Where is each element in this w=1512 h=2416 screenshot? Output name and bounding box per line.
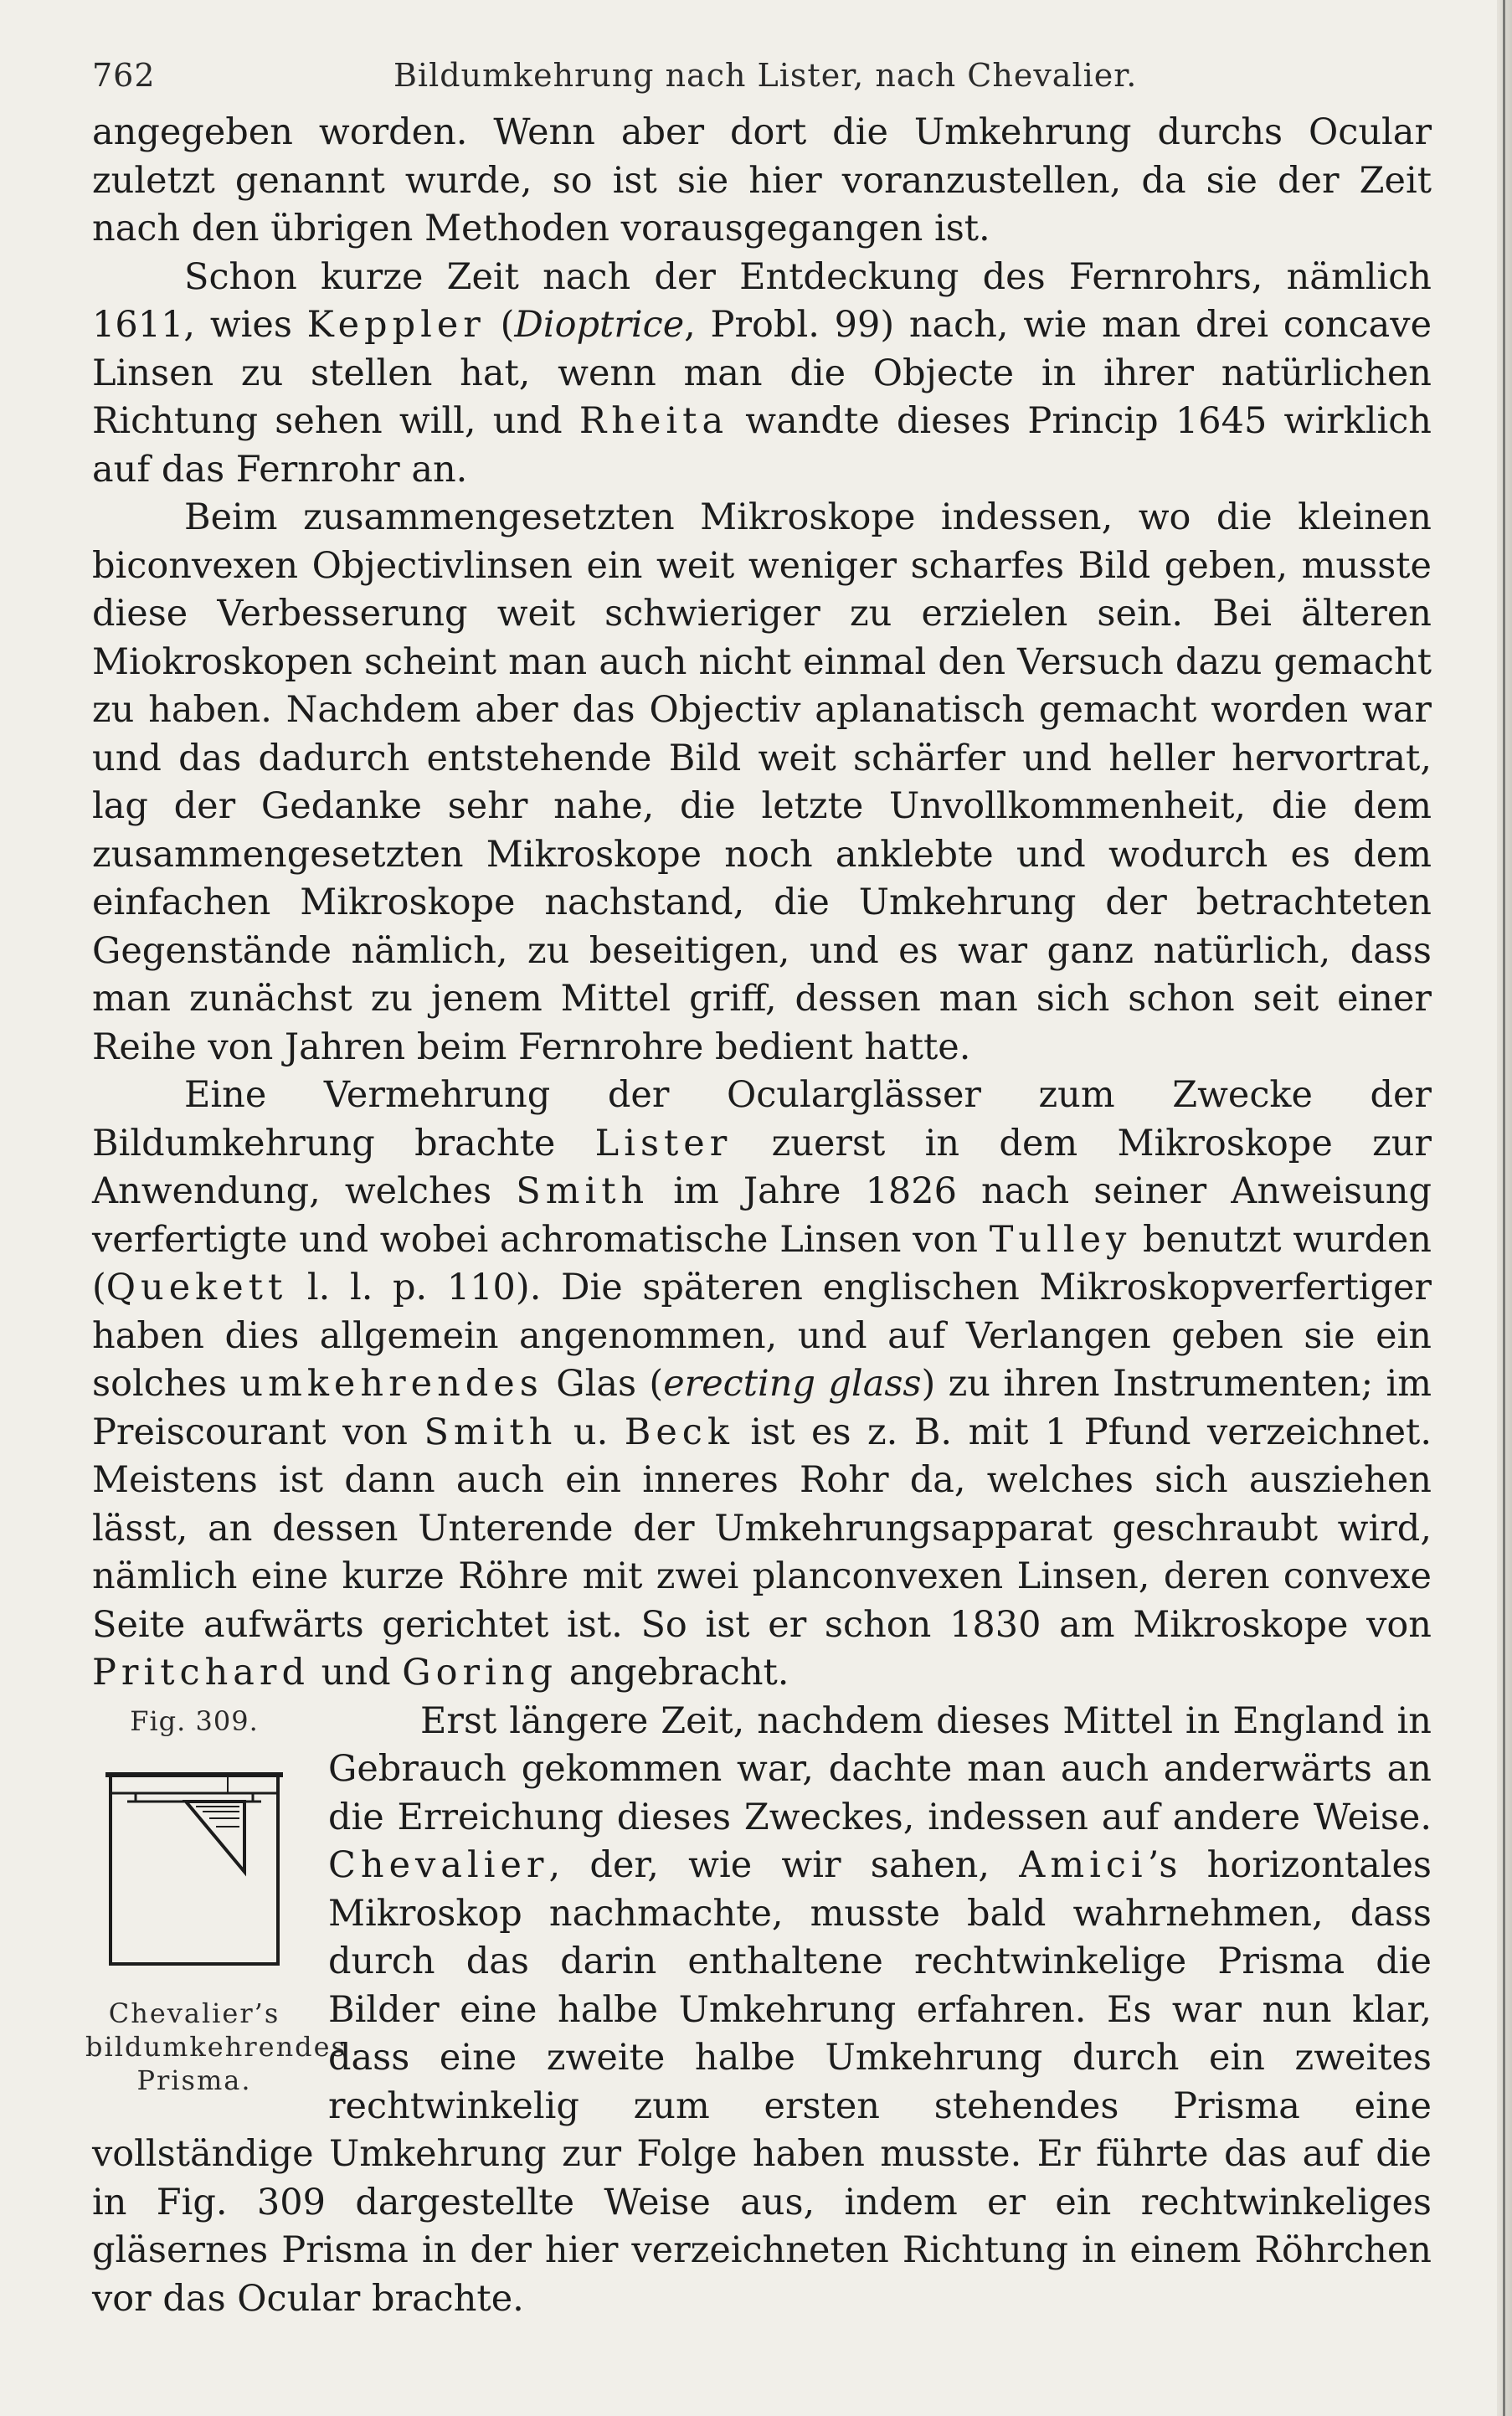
name-smith: Smith	[516, 1170, 650, 1212]
paragraph-2: Schon kurze Zeit nach der Entdeckung des Fernrohrs, nämlich 1611, wies Keppler (Dioptrice, Probl. 99) nach, wie man drei concave Linsen zu stellen hat, wenn man die Objecte in ihrer natürlichen Richtung sehen will, und Rheita wandte dieses Princip 1645 wirklich auf das Fernrohr an.	[92, 255, 1432, 491]
body-text	[85, 109, 1432, 2323]
paragraph-1: angegeben worden. Wenn aber dort die Umkehrung durchs Ocular zuletzt genannt wurde, so ist sie hier voranzustellen, da sie der Zeit nach den übrigen Methoden vorausgegangen ist.	[92, 111, 1432, 249]
name-amici: Amici	[1019, 1844, 1148, 1886]
name-smith-2: Smith	[424, 1411, 558, 1453]
page-number: 762	[92, 57, 156, 94]
name-tulley: Tulley	[989, 1218, 1132, 1261]
running-header	[92, 50, 1432, 109]
name-chevalier: Chevalier	[328, 1844, 549, 1886]
paragraph-4: Eine Vermehrung der Ocularglässer zum Zwecke der Bildumkehrung brachte Lister zuerst in dem Mikroskope zur Anwendung, welches Smith im Jahre 1826 nach seiner Anweisung verfertigte und wobei achromatische Linsen von Tulley benutzt wurden (Quekett l. l. p. 110). Die späteren englischen Mikroskopverfertiger haben dies allgemein angenommen, und auf Verlangen geben sie ein solches umkehrendes Glas (erecting glass) zu ihren Instrumenten; im Preiscourant von Smith u. Beck ist es z. B. mit 1 Pfund verzeichnet. Meistens ist dann auch ein inneres Rohr da, welches sich ausziehen lässt, an dessen Unterende der Umkehrungsapparat geschraubt wird, nämlich eine kurze Röhre mit zwei planconvexen Linsen, deren convexe Seite aufwärts gerichtet ist. So ist er schon 1830 am Mikroskope von Pritchard und Goring angebracht.	[92, 1074, 1432, 1694]
term-erecting-glass: erecting glass	[663, 1363, 922, 1405]
name-rheita: Rheita	[579, 400, 729, 442]
name-beck: Beck	[624, 1411, 734, 1453]
figure-309	[85, 1704, 347, 2097]
book-page	[85, 50, 1432, 2323]
figure-label: Fig. 309.	[130, 1704, 259, 1737]
prism-diagram-icon	[102, 1763, 286, 1972]
paragraph-3: Beim zusammengesetzten Mikroskope indessen, wo die kleinen biconvexen Objectivlinsen ein weit weniger scharfes Bild geben, musste diese Verbesserung weit schwieriger zu erzielen sein. Bei älteren Miokroskopen scheint man auch nicht einmal den Versuch dazu gemacht zu haben. Nachdem aber das Objectiv aplanatisch gemacht worden war und das dadurch entstehende Bild weit schärfer und heller hervortrat, lag der Gedanke sehr nahe, die letzte Unvollkommenheit, die dem zusammengesetzten Mikroskope noch anklebte und wodurch es dem einfachen Mikroskope nachstand, die Umkehrung der betrachteten Gegenstände nämlich, zu beseitigen, und es war ganz natürlich, dass man zunächst zu jenem Mittel griff, dessen man sich schon seit einer Reihe von Jahren beim Fernrohre bedient hatte.	[92, 496, 1432, 1068]
title-dioptrice: Dioptrice	[514, 304, 685, 346]
name-lister: Lister	[594, 1122, 733, 1164]
name-pritchard: Pritchard	[92, 1652, 311, 1694]
name-quekett: Quekett	[105, 1267, 288, 1308]
name-goring: Goring	[402, 1652, 558, 1694]
term-umkehrendes: umkehrendes	[239, 1363, 543, 1405]
figure-caption: Chevalier’s bildumkehrendes Prisma.	[85, 1997, 347, 2096]
running-title: Bildumkehrung nach Lister, nach Chevalier.	[393, 57, 1138, 94]
paragraph-5: Erst längere Zeit, nachdem dieses Mittel in England in Gebrauch gekommen war, dachte man auch anderwärts an die Erreichung dieses Zweckes, indessen auf andere Weise. Chevalier, der, wie wir sahen, Amici’s horizontales Mikroskop nachmachte, musste bald wahrnehmen, dass durch das darin enthaltene rechtwinkelige Prisma die Bilder eine halbe Umkehrung erfahren. Es war nun klar, dass eine zweite halbe Umkehrung durch ein zweites rechtwinkelig zum ersten stehendes Prisma eine vollständige Umkehrung zur Folge haben musste. Er führte das auf die in Fig. 309 dargestellte Weise aus, indem er ein rechtwinkeliges gläsernes Prisma in der hier verzeichneten Richtung in einem Röhrchen vor das Ocular brachte.	[92, 1699, 1432, 2320]
name-keppler: Keppler	[306, 304, 486, 346]
scan-edge-line	[1503, 0, 1505, 2416]
